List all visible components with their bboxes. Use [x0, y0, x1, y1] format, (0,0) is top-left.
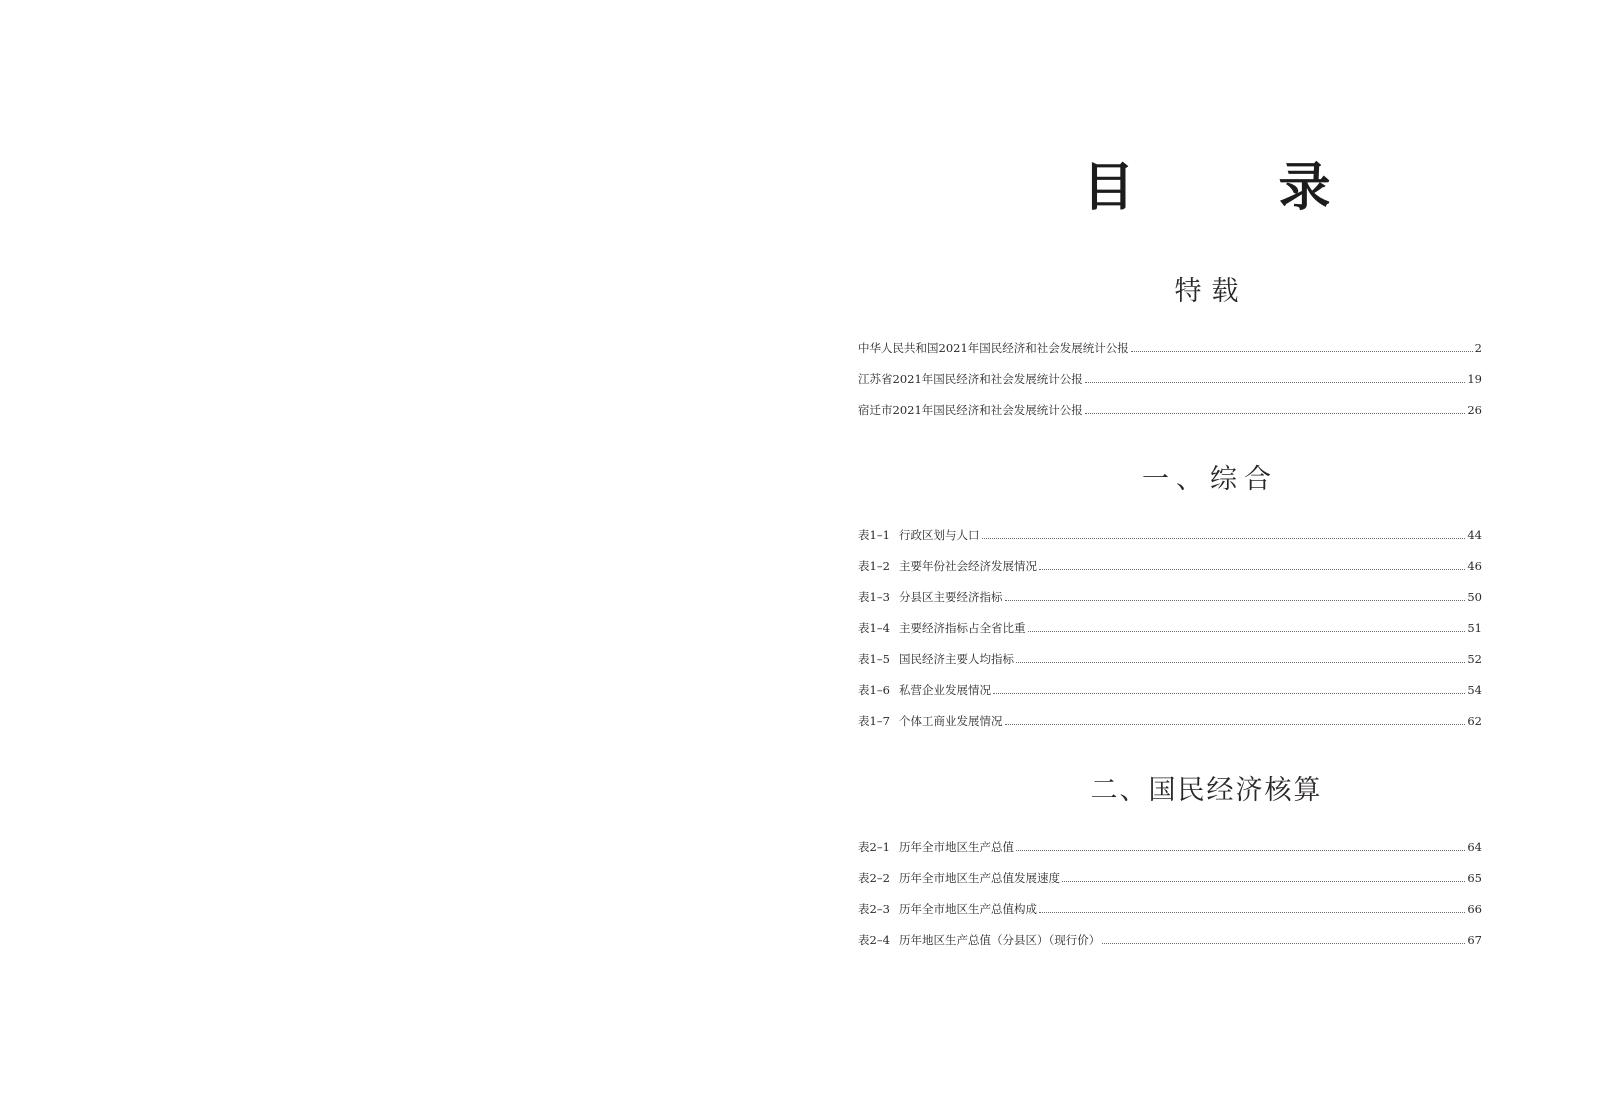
entry-label: 宿迁市2021年国民经济和社会发展统计公报: [858, 403, 1083, 417]
toc-entry[interactable]: [858, 618, 1482, 636]
entry-label: 历年地区生产总值（分县区）（现行价）: [899, 933, 1101, 947]
entry-label: 中华人民共和国2021年国民经济和社会发展统计公报: [858, 341, 1129, 355]
entry-page-number: 54: [1467, 683, 1482, 697]
toc-entry[interactable]: [858, 930, 1482, 948]
dot-leader: [1039, 911, 1465, 913]
dot-leader: [993, 692, 1465, 694]
section-heading-national-accounts: 二、国民经济核算: [1090, 775, 1323, 806]
toc-entry[interactable]: [858, 400, 1482, 418]
toc-page: [804, 0, 1609, 1099]
dot-leader: [1131, 350, 1473, 352]
entry-page-number: 66: [1467, 902, 1482, 916]
dot-leader: [1102, 942, 1465, 944]
toc-title: 目 录: [1082, 157, 1377, 218]
entry-table-code: 表2–2: [858, 871, 890, 885]
entry-table-code: 表1–7: [858, 714, 890, 728]
entry-table-code: 表1–4: [858, 621, 890, 635]
entry-label: 江苏省2021年国民经济和社会发展统计公报: [858, 372, 1083, 386]
entry-label: 历年全市地区生产总值发展速度: [899, 871, 1060, 885]
entry-label: 国民经济主要人均指标: [899, 652, 1014, 666]
entry-table-code: 表1–2: [858, 559, 890, 573]
dot-leader: [1085, 412, 1466, 414]
toc-entry[interactable]: [858, 837, 1482, 855]
entry-page-number: 50: [1467, 590, 1482, 604]
entry-page-number: 46: [1467, 559, 1482, 573]
entry-page-number: 44: [1467, 528, 1482, 542]
entry-label: 主要年份社会经济发展情况: [899, 559, 1037, 573]
entry-page-number: 64: [1467, 840, 1482, 854]
dot-leader: [1005, 723, 1466, 725]
toc-entry[interactable]: [858, 369, 1482, 387]
entry-page-number: 26: [1467, 403, 1482, 417]
dot-leader: [982, 537, 1466, 539]
entry-page-number: 52: [1467, 652, 1482, 666]
toc-entry[interactable]: [858, 649, 1482, 667]
dot-leader: [1016, 661, 1465, 663]
toc-entry[interactable]: [858, 587, 1482, 605]
entry-table-code: 表1–3: [858, 590, 890, 604]
entry-label: 行政区划与人口: [899, 528, 980, 542]
toc-entry[interactable]: [858, 711, 1482, 729]
entry-label: 历年全市地区生产总值: [899, 840, 1014, 854]
entry-page-number: 62: [1467, 714, 1482, 728]
entry-table-code: 表1–6: [858, 683, 890, 697]
entry-label: 分县区主要经济指标: [899, 590, 1003, 604]
entry-page-number: 51: [1467, 621, 1482, 635]
toc-entry[interactable]: [858, 556, 1482, 574]
dot-leader: [1005, 599, 1466, 601]
entry-table-code: 表1–5: [858, 652, 890, 666]
section-heading-special: 特载: [1174, 276, 1249, 307]
toc-entry[interactable]: [858, 680, 1482, 698]
entry-table-code: 表1–1: [858, 528, 890, 542]
entry-table-code: 表2–1: [858, 840, 890, 854]
dot-leader: [1016, 849, 1465, 851]
entry-label: 私营企业发展情况: [899, 683, 991, 697]
entry-page-number: 2: [1474, 341, 1482, 355]
dot-leader: [1062, 880, 1465, 882]
entry-page-number: 65: [1467, 871, 1482, 885]
dot-leader: [1085, 381, 1466, 383]
toc-entry[interactable]: [858, 899, 1482, 917]
dot-leader: [1039, 568, 1465, 570]
entry-page-number: 67: [1467, 933, 1482, 947]
left-blank-page: [0, 0, 804, 1099]
section-heading-general: 一、综合: [1142, 464, 1278, 495]
toc-entry[interactable]: [858, 338, 1482, 356]
toc-entry[interactable]: [858, 525, 1482, 543]
toc-entry[interactable]: [858, 868, 1482, 886]
entry-page-number: 19: [1467, 372, 1482, 386]
entry-label: 主要经济指标占全省比重: [899, 621, 1026, 635]
entry-label: 个体工商业发展情况: [899, 714, 1003, 728]
dot-leader: [1028, 630, 1466, 632]
entry-table-code: 表2–4: [858, 933, 890, 947]
entry-label: 历年全市地区生产总值构成: [899, 902, 1037, 916]
entry-table-code: 表2–3: [858, 902, 890, 916]
